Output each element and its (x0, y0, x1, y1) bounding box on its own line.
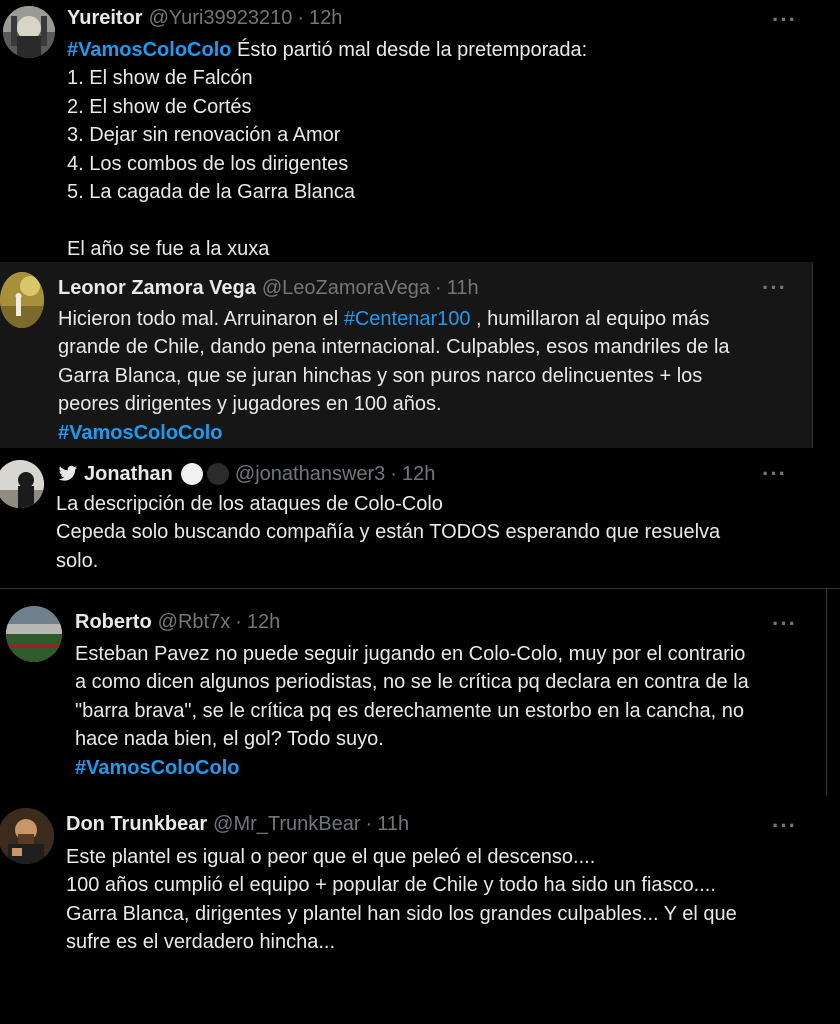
timestamp[interactable]: 11h (446, 277, 479, 299)
timestamp[interactable]: 12h (401, 463, 436, 485)
black-circle-emoji (207, 463, 229, 485)
tweet-line: 2. El show de Cortés (67, 95, 252, 118)
tweet-roberto[interactable] (0, 590, 826, 796)
tweet-line: hace nada bien, el gol? Todo suyo. (75, 728, 384, 751)
avatar-image-icon (3, 6, 55, 58)
avatar-image-icon (6, 606, 62, 662)
tweet-line: peores dirigentes y jugadores en 100 años. (58, 393, 442, 416)
tweet-line: sufre es el verdadero hincha... (66, 931, 336, 954)
tweet-line-text: Ésto partió mal desde la pretemporada: (231, 39, 588, 61)
tweet-line: 100 años cumplió el equipo + popular de Chile y todo ha sido un fiasco.... (66, 874, 716, 897)
tweet-line: Cepeda solo buscando compañía y están TODOS esperando que resuelva (56, 521, 721, 544)
tweet-text (75, 640, 749, 782)
tweet-line: solo. (56, 549, 99, 572)
avatar[interactable] (0, 460, 44, 508)
more-icon[interactable]: ··· (762, 275, 787, 300)
separator-dot: · (390, 463, 397, 485)
tweet-divider-vertical (826, 588, 827, 796)
avatar[interactable] (0, 272, 44, 328)
tweet-leonor-zamora-vega[interactable] (0, 262, 813, 448)
avatar[interactable] (3, 6, 55, 58)
avatar-image-icon (0, 808, 54, 864)
avatar[interactable] (6, 606, 62, 662)
tweet-line-text: , humillaron al equipo más (470, 308, 710, 330)
hashtag-link[interactable]: #VamosColoColo (67, 39, 232, 61)
tweet-text (67, 36, 587, 263)
more-icon[interactable]: ··· (762, 461, 787, 486)
tweet-line-text: Hicieron todo mal. Arruinaron el (58, 308, 344, 330)
tweet-line: 5. La cagada de la Garra Blanca (67, 180, 355, 203)
tweet-don-trunkbear[interactable] (0, 796, 840, 1024)
user-handle[interactable]: @LeoZamoraVega (261, 277, 431, 299)
tweet-text (58, 305, 730, 447)
display-name[interactable]: Leonor Zamora Vega (58, 277, 256, 299)
separator-dot: · (435, 277, 442, 299)
tweet-line: 4. Los combos de los dirigentes (67, 152, 349, 175)
white-circle-emoji (181, 463, 203, 485)
twitter-bird-icon (58, 465, 78, 483)
tweet-line: Garra Blanca, que se juran hinchas y son puros narco delincuentes + los (58, 364, 703, 387)
timestamp[interactable]: 12h (309, 7, 343, 29)
separator-dot: · (297, 7, 304, 29)
tweet-line (67, 36, 587, 64)
user-handle[interactable]: @jonathanswer3 (234, 463, 386, 485)
more-icon[interactable]: ··· (772, 813, 797, 838)
avatar-image-icon (0, 272, 44, 328)
tweet-header (67, 6, 342, 30)
tweet-text (66, 843, 737, 957)
separator-dot: · (235, 611, 242, 633)
user-handle[interactable]: @Mr_TrunkBear (213, 813, 361, 835)
user-handle[interactable]: @Rbt7x (157, 611, 231, 633)
tweet-header (58, 276, 479, 300)
avatar-image-icon (0, 460, 44, 508)
hashtag-link[interactable]: #VamosColoColo (58, 421, 223, 444)
display-name[interactable]: Don Trunkbear (66, 813, 208, 835)
tweet-divider (0, 588, 840, 589)
hashtag-link[interactable]: #VamosColoColo (75, 756, 240, 779)
tweet-line: El año se fue a la xuxa (67, 237, 270, 260)
tweet-line (58, 305, 730, 333)
timestamp[interactable]: 11h (377, 813, 410, 835)
hashtag-link[interactable]: #Centenar100 (343, 308, 471, 330)
tweet-line: a como dicen algunos periodistas, no se le crítica pq declara en contra de la (75, 671, 749, 694)
tweet-header (75, 610, 280, 634)
timestamp[interactable]: 12h (246, 611, 281, 633)
tweet-line: La descripción de los ataques de Colo-Colo (56, 493, 443, 515)
more-icon[interactable]: ··· (772, 7, 797, 32)
tweet-line: Garra Blanca, dirigentes y plantel han sido los grandes culpables... Y el que (66, 902, 737, 925)
tweet-line: Este plantel es igual o peor que el que peleó el descenso.... (66, 846, 596, 868)
user-handle[interactable]: @Yuri39923210 (148, 7, 293, 29)
avatar[interactable] (0, 808, 54, 864)
tweet-text (56, 490, 720, 575)
display-name[interactable]: Jonathan (84, 463, 173, 485)
display-name[interactable]: Roberto (75, 611, 152, 633)
tweet-line: 3. Dejar sin renovación a Amor (67, 124, 341, 147)
separator-dot: · (365, 813, 373, 835)
tweet-yureitor[interactable] (0, 0, 840, 262)
more-icon[interactable]: ··· (772, 611, 797, 636)
display-name[interactable]: Yureitor (67, 7, 143, 29)
tweet-header (66, 812, 409, 836)
tweet-header (58, 462, 435, 486)
tweet-line: 1. El show de Falcón (67, 67, 253, 90)
tweet-line: Esteban Pavez no puede seguir jugando en Colo-Colo, muy por el contrario (75, 643, 746, 665)
tweet-line-blank (67, 206, 587, 234)
tweet-jonathan[interactable] (0, 448, 840, 588)
tweet-line: "barra brava", se le crítica pq es derechamente un estorbo en la cancha, no (75, 699, 745, 722)
tweet-line: grande de Chile, dando pena internacional. Culpables, esos mandriles de la (58, 336, 730, 359)
